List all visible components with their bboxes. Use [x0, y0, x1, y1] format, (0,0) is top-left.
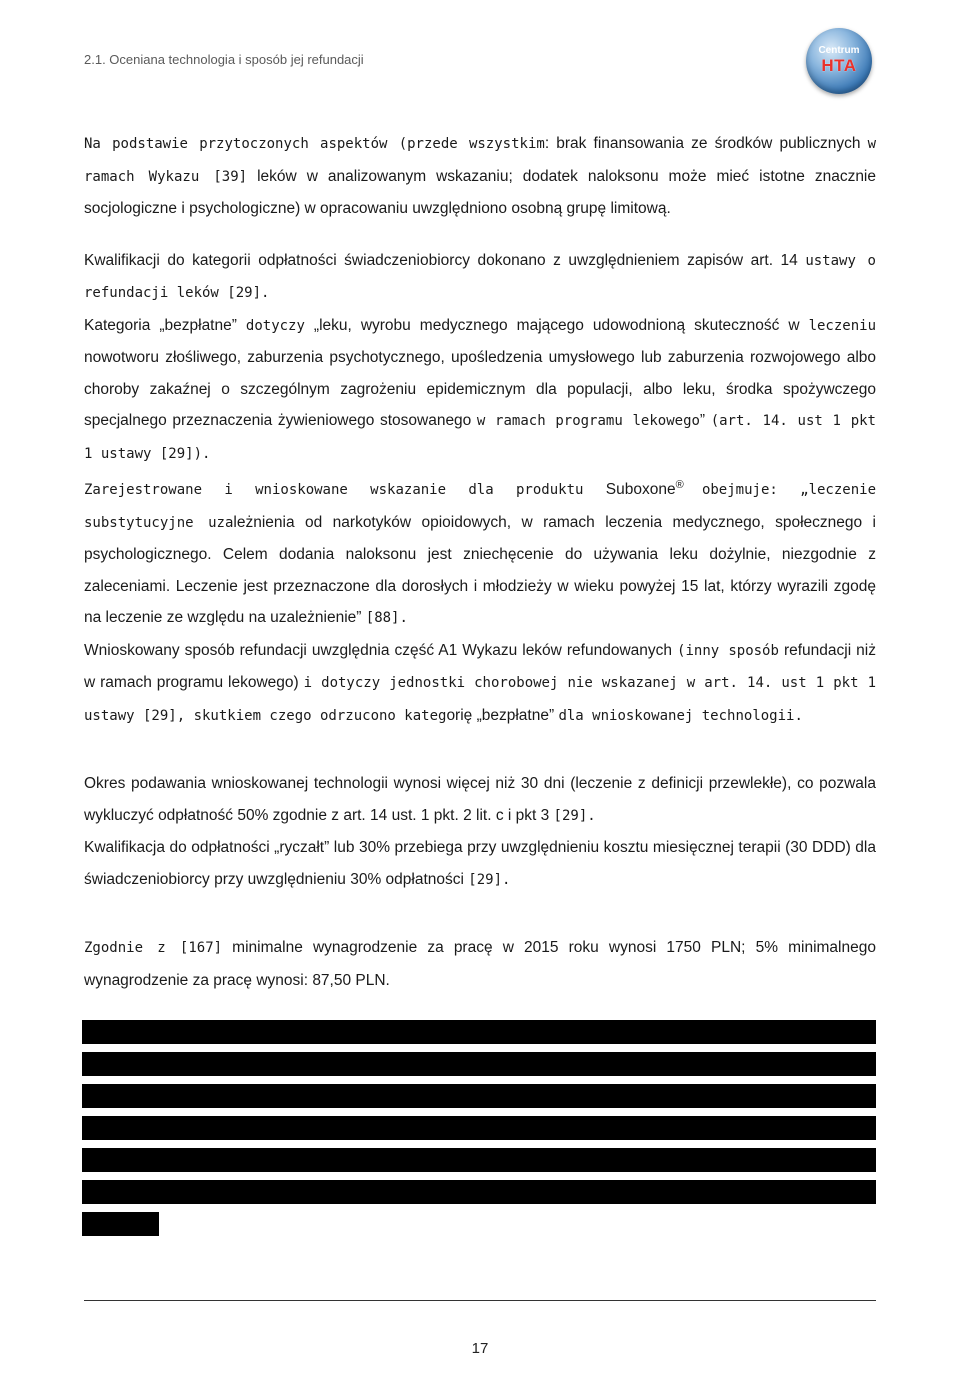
text-segment: Na podstawie przytoczonych aspektów (przede wszystkim — [84, 136, 545, 152]
redaction-bar — [82, 1116, 876, 1140]
text-segment: leków w analizowanym wskazaniu; dodatek naloksonu może mieć istotne znacznie socjologiczne i psychologiczne) w opracowaniu uwzględniono osobną grupę limitową. — [84, 167, 876, 217]
text-segment: leżnienia od narkotyków opioidowych, w ramach leczenia medycznego, społecznego i psychologicznego. Celem dodania naloksonu jest zniechęcenie do używania leku dożylnie, niezgodnie z zaleceniami. Leczenie jest przeznaczone dla dorosłych i młodzieży w wieku powyżej 15 lat, którzy wyrazili zgodę na leczenie ze względu na uzależnienie” — [84, 513, 876, 627]
paragraph-minimum-wage — [84, 932, 876, 996]
text-segment: (inny sposób — [677, 642, 779, 659]
centrum-hta-logo — [806, 28, 872, 94]
text-segment: w ramach Wykazu [39] — [84, 136, 876, 185]
text-segment — [684, 481, 702, 498]
registered-mark: ® — [675, 479, 684, 491]
text-segment: dla wnioskowanej technologii. — [558, 707, 803, 724]
paragraph-reimbursement-method — [84, 635, 876, 733]
paragraph-free-category — [84, 310, 876, 471]
text-segment: nowotworu złośliwego, zaburzenia psychotycznego, upośledzenia umysłowego lub zaburzenia rozwojowego albo choroby zakaźnej o szczególnym zagrożeniu epidemicznym dla populacji, albo leku, środka spożywczego specjalnego przeznaczenia żywieniowego stosowanego — [84, 349, 876, 429]
paragraph-qualification — [84, 245, 876, 310]
document-body — [84, 128, 876, 996]
text-segment: Suboxone — [605, 481, 676, 499]
text-segment: Zarejestrowane i wnioskowane wskazanie dla produktu — [84, 482, 606, 499]
text-segment: „leku, wyrobu medycznego mającego udowodnioną skuteczność w — [304, 316, 809, 334]
text-segment: : brak finansowania ze środków publicznych — [544, 135, 868, 152]
redaction-bar — [82, 1180, 876, 1204]
logo-text-centrum: Centrum — [818, 45, 860, 56]
text-segment: [29]. — [468, 871, 511, 888]
paragraph-indication — [84, 470, 876, 635]
text-segment: Kategoria „bezpłatne” — [84, 316, 246, 334]
footer-divider — [84, 1300, 876, 1301]
text-segment: i dotyczy jednostki chorobowej nie wskazanej w art. 14. ust 1 pkt 1 ustawy [29], skutkiem czego odrzucono kateg — [84, 675, 876, 724]
text-segment: refundacji niż w ramach programu lekowego) — [84, 641, 876, 692]
text-segment: [29]. — [553, 807, 596, 824]
paragraph-administration-period — [84, 768, 876, 832]
text-segment: obejmuje: „leczenie substytucyjne uza — [84, 482, 876, 531]
redacted-block — [82, 1020, 876, 1244]
text-segment: Kwalifikacja do odpłatności „ryczałt” lub 30% przebiega przy uwzględnieniu kosztu miesięcznej terapii (30 DDD) dla świadczeniobiorcy przy uwzględnieniu 30% odpłatności — [84, 839, 876, 888]
page-number: 17 — [471, 1340, 489, 1357]
text-segment: minimalne wynagrodzenie za pracę w 2015 roku wynosi 1750 PLN; 5% minimalnego wynagrodzenie za pracę wynosi: 87,50 PLN. — [84, 939, 876, 989]
logo-text-hta: HTA — [821, 56, 857, 75]
text-segment: Wnioskowany sposób refundacji uwzględnia część A1 Wykazu leków refundowanych — [84, 641, 678, 659]
text-segment: [88]. — [365, 610, 408, 627]
text-segment: Kwalifikacji do kategorii odpłatności świadczeniobiorcy dokonano z uwzględnieniem zapisów art. 14 — [84, 251, 806, 269]
redaction-bar — [82, 1020, 876, 1044]
text-segment: w ramach programu lekowego — [476, 413, 700, 429]
text-segment: Okres podawania wnioskowanej technologii wynosi więcej niż 30 dni (leczenie z definicji przewlekłe), co pozwala wykluczyć odpłatność 50% zgodnie z art. 14 ust. 1 pkt. 2 lit. c i pkt 3 — [84, 775, 876, 824]
redaction-bar — [82, 1212, 159, 1236]
text-segment: dotyczy — [245, 317, 305, 334]
redaction-bar — [82, 1148, 876, 1172]
text-segment: (art. 14. ust 1 pkt 1 ustawy [29]). — [84, 413, 876, 462]
redaction-bar — [82, 1052, 876, 1076]
text-segment: ” — [699, 412, 711, 429]
text-segment: leczeniu — [808, 317, 876, 334]
paragraph-limit-group — [84, 128, 876, 225]
text-segment: Zgodnie z [167] — [84, 940, 223, 957]
text-segment: orię „bezpłatne” — [446, 706, 559, 724]
redaction-bar — [82, 1084, 876, 1108]
paragraph-lump-sum — [84, 832, 876, 896]
text-segment: ustawy o refundacji leków [29]. — [84, 252, 876, 301]
section-header: 2.1. Oceniana technologia i sposób jej refundacji — [84, 52, 364, 67]
